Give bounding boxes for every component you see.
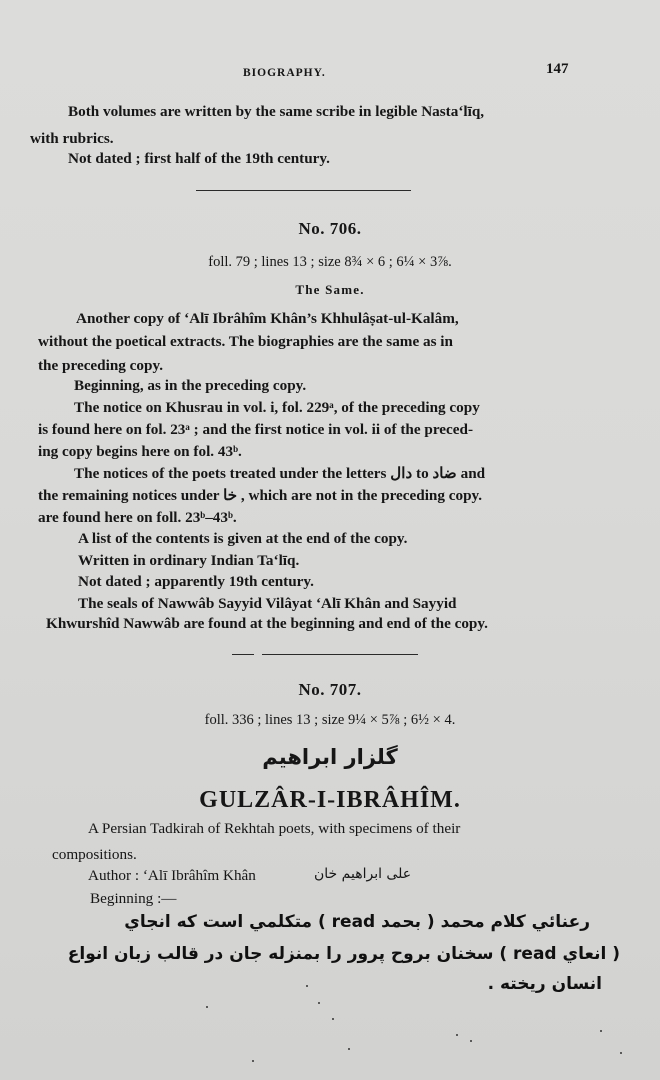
ink-speck — [306, 985, 308, 987]
handwritten-line: انسان ريخته . — [487, 974, 602, 994]
body-line: the remaining notices under خا , which are not in the preceding copy. — [38, 487, 483, 504]
work-title: GULZÂR-I-IBRÂHÎM. — [199, 787, 461, 813]
body-line: The notice on Khusrau in vol. i, fol. 229ᵃ, of the preceding copy — [74, 399, 480, 416]
body-line: Another copy of ‘Alī Ibrâhîm Khân’s Khhulâṣat-ul-Kalâm, — [76, 310, 459, 327]
ink-speck — [348, 1048, 350, 1050]
description-line: compositions. — [52, 846, 137, 863]
beginning-label: Beginning :— — [90, 890, 177, 907]
ink-speck — [456, 1034, 458, 1036]
author-label: Author : ‘Alī Ibrâhîm Khân — [88, 867, 256, 884]
body-line: The seals of Nawwâb Sayyid Vilâyat ‘Alī Khân and Sayyid — [78, 595, 457, 612]
handwritten-line: رعنائي كلام محمد ( بحمد read ) متكلمي است كه انجاي — [124, 912, 590, 932]
author-persian: علی ابراهیم خان — [314, 866, 412, 882]
ink-speck — [470, 1040, 472, 1042]
entry-subtitle: The Same. — [295, 282, 365, 297]
body-line: Not dated ; apparently 19th century. — [78, 573, 314, 590]
handwritten-line: ( انعاي read ) سخنان بروح پرور را بمنزله جان در قالب زبان انواع — [67, 944, 620, 964]
body-line: A list of the contents is given at the end of the copy. — [78, 530, 408, 547]
body-line: the preceding copy. — [38, 357, 164, 374]
ink-speck — [206, 1006, 208, 1008]
entry-details: foll. 79 ; lines 13 ; size 8¾ × 6 ; 6¼ × 3⅞. — [208, 254, 452, 270]
description-line: A Persian Tadkirah of Rekhtah poets, with specimens of their — [88, 820, 461, 837]
ink-speck — [252, 1060, 254, 1062]
ink-speck — [318, 1002, 320, 1004]
ink-speck — [620, 1052, 622, 1054]
persian-title: گلزار ابراهیم — [262, 745, 398, 769]
body-line: is found here on fol. 23ᵃ ; and the first notice in vol. ii of the preced- — [38, 421, 474, 438]
body-line: Khwurshîd Nawwâb are found at the beginning and end of the copy. — [46, 615, 488, 632]
intro-line: Both volumes are written by the same scribe in legible Nasta‘līq, — [68, 103, 485, 120]
body-line: without the poetical extracts. The biographies are the same as in — [38, 333, 453, 350]
intro-line: with rubrics. — [30, 130, 114, 147]
body-line: ing copy begins here on fol. 43ᵇ. — [38, 443, 242, 460]
section-divider — [196, 190, 411, 191]
ink-speck — [332, 1018, 334, 1020]
entry-number: No. 706. — [298, 219, 362, 238]
entry-details: foll. 336 ; lines 13 ; size 9¼ × 5⅞ ; 6½ × 4. — [204, 712, 456, 728]
page-number: 147 — [546, 61, 569, 77]
entry-number: No. 707. — [298, 680, 362, 699]
body-line: Written in ordinary Indian Ta‘līq. — [78, 552, 300, 569]
body-line: The notices of the poets treated under the letters دال to ضاد and — [74, 465, 486, 482]
body-line: are found here on foll. 23ᵇ–43ᵇ. — [38, 509, 237, 526]
running-head: BIOGRAPHY. — [243, 67, 326, 79]
section-divider — [262, 654, 418, 655]
section-divider — [232, 654, 254, 655]
ink-speck — [600, 1030, 602, 1032]
body-line: Beginning, as in the preceding copy. — [74, 377, 307, 394]
intro-line: Not dated ; first half of the 19th century. — [68, 150, 330, 167]
